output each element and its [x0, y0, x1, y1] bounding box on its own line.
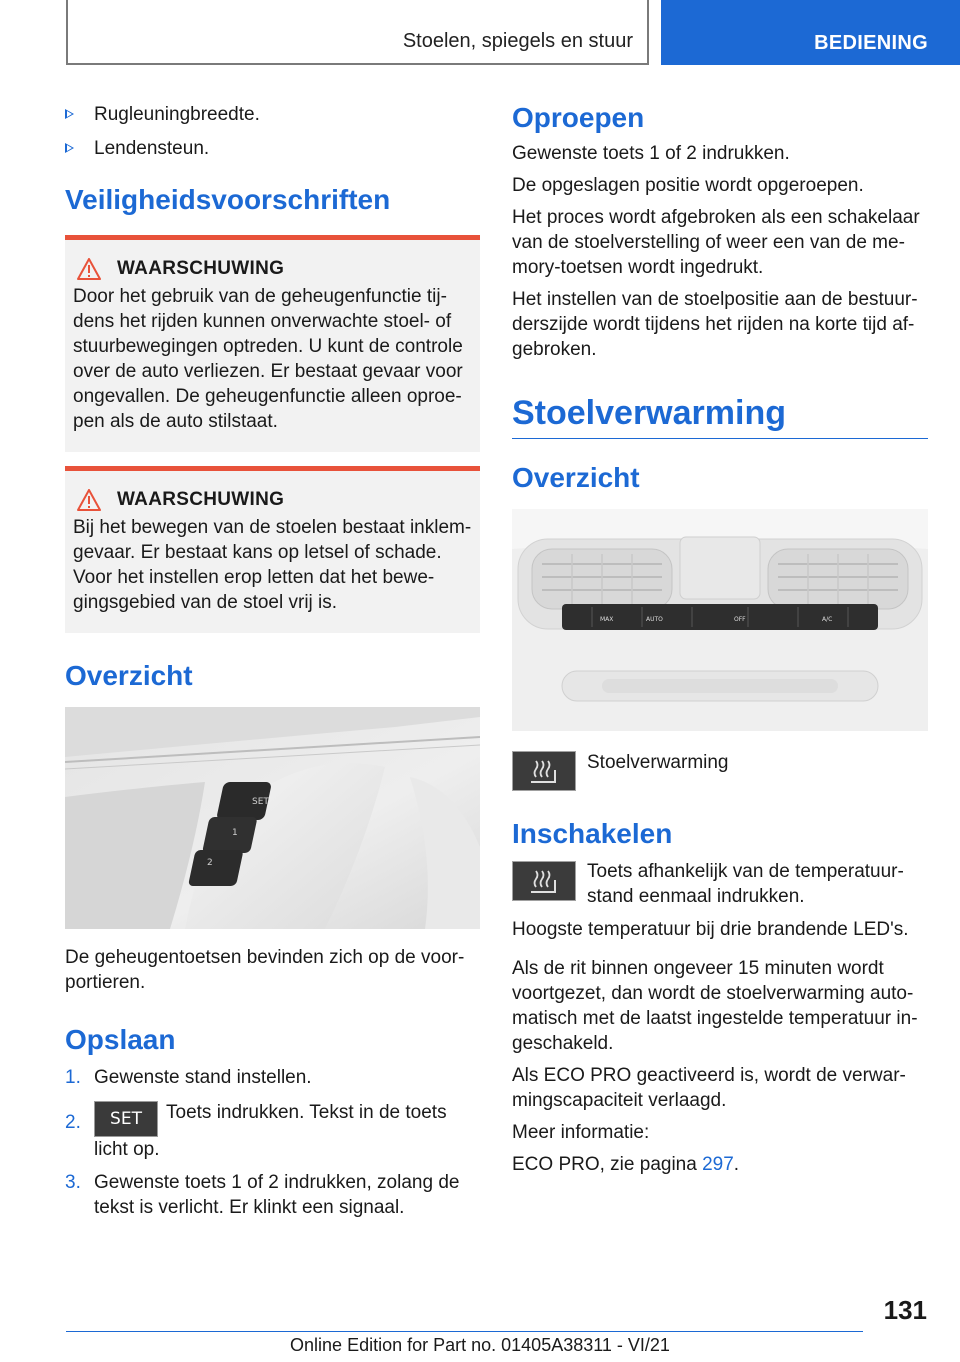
step-number: 2. [65, 1112, 81, 1133]
save-heading: Opslaan [65, 1024, 176, 1055]
section-tab [661, 0, 960, 65]
set-button-icon: SET [94, 1101, 158, 1137]
step-number: 1. [65, 1067, 81, 1088]
console-label: A/C [822, 616, 833, 623]
chapter-title: Stoelen, spiegels en stuur [402, 30, 633, 52]
left-air-vent [532, 549, 672, 609]
step-item [65, 1170, 480, 1220]
eco-page-link[interactable]: 297 [702, 1154, 734, 1175]
door-button-label: 2 [207, 858, 213, 868]
bullet-triangle-icon [65, 109, 74, 119]
step-text: Gewenste stand instellen. [94, 1067, 312, 1088]
recall-paragraph: Het instellen van de stoelpositie aan de bestuurderszijde wordt tijdens het rijden na korte tijd afgebroken. [512, 289, 918, 360]
warning-text: Bij het bewegen van de stoelen bestaat inklemgevaar. Er bestaat kans op letsel of schade. Voor het instellen erop letten dat het bewegingsgebied van de stoel vrij is. [73, 517, 472, 613]
recall-paragraph: De opgeslagen positie wordt opgeroepen. [512, 175, 864, 196]
bullet-text: Rugleuningbreedte. [94, 104, 260, 125]
eco-text: ECO PRO, zie pagina [512, 1154, 697, 1175]
edition-text: Online Edition for Part no. 01405A38311 - VI/21 [290, 1335, 670, 1355]
right-column [512, 95, 928, 1177]
warning-box [65, 466, 480, 633]
step-text: Toets indrukken. Tekst in de toets licht op. [94, 1102, 447, 1160]
seat-heating-icon [512, 751, 576, 791]
enable-paragraph: Als ECO PRO geactiveerd is, wordt de verwarmingscapaciteit verlaagd. [512, 1065, 906, 1111]
heating-heading: Stoelverwarming [512, 394, 786, 432]
enable-paragraph: Meer informatie: [512, 1122, 650, 1143]
door-button-label: SET [252, 797, 269, 807]
right-air-vent [768, 549, 908, 609]
overview-caption: De geheugentoetsen bevinden zich op de voorportieren. [65, 947, 465, 993]
recall-heading: Oproepen [512, 102, 645, 133]
step-item [65, 1065, 480, 1090]
section-title: BEDIENING [814, 32, 928, 54]
eco-period: . [733, 1154, 740, 1175]
step-number: 3. [65, 1172, 81, 1193]
recall-paragraph: Gewenste toets 1 of 2 indrukken. [512, 143, 790, 164]
door-memory-buttons-image [65, 707, 480, 929]
heating-overview-heading: Overzicht [512, 462, 640, 493]
chapter-header-box [66, 0, 649, 65]
climate-button-bar [562, 604, 878, 630]
left-column [65, 95, 480, 1228]
climate-console-image [512, 509, 928, 731]
console-label: OFF [734, 616, 746, 623]
bullet-triangle-icon [65, 143, 74, 153]
eco-reference [512, 1152, 928, 1177]
legend-label: Stoelverwarming [587, 752, 729, 773]
warning-text: Door het gebruik van de geheugenfunctie tijdens het rijden kunnen onverwachte stoel- of stuurbewegingen optreden. U kunt de controle over de auto verliezen. Er bestaat gevaar voor ongevallen. De geheugenfunctie alleen oproepen als de auto stilstaat. [73, 286, 463, 432]
step-text: Gewenste toets 1 of 2 indrukken, zolang de tekst is verlicht. Er klinkt een signaal. [94, 1172, 460, 1218]
bullet-item [65, 136, 480, 161]
enable-paragraph: Hoogste temperatuur bij drie brandende LED's. [512, 919, 909, 940]
steps-list [65, 1065, 480, 1220]
page-number: 131 [883, 1295, 927, 1325]
warning-label: WAARSCHUWING [117, 489, 285, 510]
recall-paragraph: Het proces wordt afgebroken als een schakelaar van de stoelverstelling of weer een van de memory-toetsen wordt ingedrukt. [512, 207, 920, 278]
console-label: MAX [600, 616, 614, 623]
warning-triangle-icon [77, 258, 101, 280]
safety-heading: Veiligheidsvoorschriften [65, 184, 391, 215]
bullet-item [65, 102, 480, 127]
heating-legend [512, 751, 928, 791]
enable-paragraph: Als de rit binnen ongeveer 15 minuten wordt voortgezet, dan wordt de stoelverwarming automatisch met de laatst ingestelde temperatuur ingeschakeld. [512, 958, 918, 1054]
door-button-label: 1 [232, 828, 238, 838]
enable-text: Toets afhankelijk van de temperatuurstand eenmaal indrukken. [587, 861, 904, 907]
warning-label: WAARSCHUWING [117, 258, 285, 279]
enable-instruction [512, 859, 928, 909]
enable-heading: Inschakelen [512, 818, 673, 849]
warning-box [65, 235, 480, 452]
step-item [65, 1100, 480, 1162]
overview-heading: Overzicht [65, 660, 193, 691]
seat-heating-icon [512, 861, 576, 901]
footer-divider [66, 1331, 863, 1332]
console-label: AUTO [646, 616, 663, 623]
warning-triangle-icon [77, 489, 101, 511]
bullet-text: Lendensteun. [94, 138, 210, 159]
heating-heading-block [512, 392, 928, 439]
